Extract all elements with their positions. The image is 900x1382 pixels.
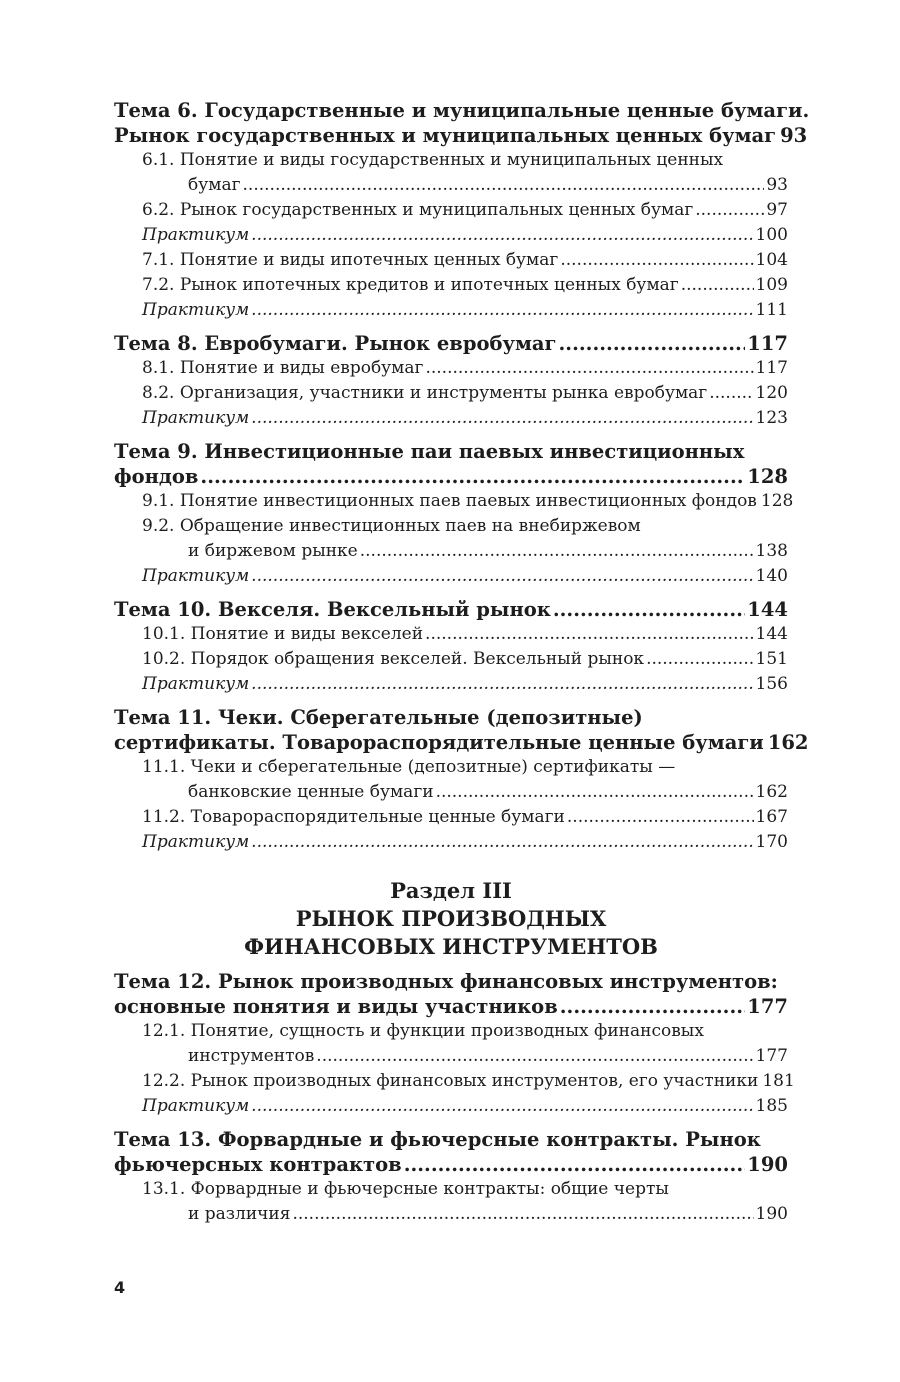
table-of-contents	[114, 98, 810, 1227]
toc-line-text: Рынок государственных и муниципальных ценных бумаг	[114, 124, 777, 147]
toc-line	[142, 381, 788, 406]
toc-line	[142, 406, 788, 431]
toc-page-number: 97	[766, 200, 788, 220]
toc-line-text: основные понятия и виды участников	[114, 995, 558, 1018]
dot-leader	[425, 622, 754, 647]
toc-line	[142, 248, 788, 273]
toc-page-number: 190	[747, 1153, 788, 1176]
section-heading-line: Раздел III	[390, 878, 512, 903]
toc-line	[142, 622, 788, 647]
toc-line-text: Тема 6. Государственные и муниципальные ценные бумаги.	[114, 99, 810, 122]
toc-line	[142, 1202, 788, 1227]
toc-line-text: 9.2. Обращение инвестиционных паев на внебиржевом	[142, 516, 641, 536]
toc-line	[142, 173, 788, 198]
toc-page-number: 151	[755, 649, 788, 669]
toc-line-text: Практикум	[142, 408, 250, 428]
toc-line-text: 7.1. Понятие и виды ипотечных ценных бумаг	[142, 250, 559, 270]
page-number: 4	[114, 1278, 126, 1297]
toc-practicum	[114, 298, 788, 323]
toc-page-number: 162	[767, 731, 809, 754]
toc-line	[142, 539, 788, 564]
toc-entry	[114, 622, 788, 647]
toc-line	[142, 1044, 788, 1069]
toc-page-number: 177	[755, 1046, 788, 1066]
dot-leader	[251, 672, 753, 697]
toc-practicum	[114, 1094, 788, 1119]
toc-line	[114, 597, 788, 622]
dot-leader	[560, 994, 746, 1019]
toc-line	[114, 730, 809, 755]
toc-page-number: 185	[755, 1096, 788, 1116]
toc-line	[142, 1094, 788, 1119]
toc-line-text: фондов	[114, 465, 199, 488]
toc-line-text: 8.1. Понятие и виды евробумаг	[142, 358, 424, 378]
toc-page-number: 120	[755, 383, 788, 403]
toc-entry	[114, 198, 788, 223]
dot-leader	[251, 406, 753, 431]
dot-leader	[567, 805, 754, 830]
toc-entry	[114, 273, 788, 298]
toc-line-text: 13.1. Форвардные и фьючерсные контракты: общие черты	[142, 1179, 669, 1199]
toc-topic	[114, 705, 809, 755]
toc-entry	[114, 381, 788, 406]
toc-line-text: Практикум	[142, 832, 250, 852]
toc-page-number: 140	[755, 566, 788, 586]
toc-page-number: 104	[755, 250, 788, 270]
toc-topic	[114, 969, 788, 1019]
toc-line-text: бумаг	[188, 175, 241, 195]
dot-leader	[200, 464, 745, 489]
dot-leader	[560, 248, 753, 273]
toc-line	[142, 356, 788, 381]
toc-line	[142, 1019, 788, 1044]
toc-line-text: 7.2. Рынок ипотечных кредитов и ипотечных ценных бумаг	[142, 275, 679, 295]
toc-line	[114, 705, 788, 730]
toc-line-text: 9.1. Понятие инвестиционных паев паевых инвестиционных фондов	[142, 491, 757, 511]
toc-line-text: и различия	[188, 1204, 291, 1224]
toc-practicum	[114, 564, 788, 589]
toc-line	[142, 755, 788, 780]
toc-practicum	[114, 830, 788, 855]
toc-page-number: 123	[755, 408, 788, 428]
toc-topic	[114, 1127, 788, 1177]
toc-line-text: Тема 8. Евробумаги. Рынок евробумаг	[114, 332, 557, 355]
toc-line-text: банковские ценные бумаги	[188, 782, 434, 802]
toc-line	[142, 1177, 788, 1202]
toc-entry	[114, 1069, 795, 1094]
toc-line	[114, 464, 788, 489]
toc-line	[114, 123, 808, 148]
toc-line	[142, 273, 788, 298]
section-heading	[114, 877, 788, 961]
toc-line	[142, 1069, 795, 1094]
toc-line	[142, 830, 788, 855]
toc-line	[142, 223, 788, 248]
toc-line-text: 6.2. Рынок государственных и муниципальных ценных бумаг	[142, 200, 694, 220]
toc-page-number: 93	[766, 175, 788, 195]
toc-topic	[114, 98, 810, 148]
toc-page-number: 181	[762, 1071, 795, 1091]
toc-line-text: Тема 9. Инвестиционные паи паевых инвестиционных	[114, 440, 745, 463]
toc-page-number: 100	[755, 225, 788, 245]
toc-page-number: 190	[755, 1204, 788, 1224]
toc-line-text: Тема 12. Рынок производных финансовых инструментов:	[114, 970, 778, 993]
toc-line-text: 6.1. Понятие и виды государственных и муниципальных ценных	[142, 150, 724, 170]
toc-line	[114, 994, 788, 1019]
toc-line	[142, 780, 788, 805]
toc-page-number: 128	[760, 491, 794, 511]
toc-practicum	[114, 223, 788, 248]
toc-practicum	[114, 672, 788, 697]
toc-page-number: 144	[755, 624, 788, 644]
toc-line	[142, 198, 788, 223]
dot-leader	[709, 381, 753, 406]
toc-line-text: и биржевом рынке	[188, 541, 358, 561]
toc-line-text: 12.1. Понятие, сущность и функции производных финансовых	[142, 1021, 704, 1041]
toc-line	[142, 514, 788, 539]
toc-page-number: 109	[755, 275, 788, 295]
toc-line-text: Практикум	[142, 225, 250, 245]
toc-line-text: Практикум	[142, 566, 250, 586]
toc-line-text: 12.2. Рынок производных финансовых инструментов, его участники	[142, 1071, 759, 1091]
dot-leader	[251, 564, 753, 589]
toc-entry	[114, 356, 788, 381]
toc-line	[142, 672, 788, 697]
toc-line-text: Практикум	[142, 1096, 250, 1116]
toc-line	[114, 969, 788, 994]
section-heading-line: РЫНОК ПРОИЗВОДНЫХ	[295, 906, 607, 931]
toc-entry	[114, 248, 788, 273]
dot-leader	[425, 356, 753, 381]
dot-leader	[553, 597, 745, 622]
dot-leader	[251, 830, 753, 855]
toc-line	[114, 439, 788, 464]
toc-line	[142, 805, 788, 830]
toc-line	[114, 331, 788, 356]
toc-line	[142, 148, 788, 173]
toc-page-number: 162	[755, 782, 788, 802]
toc-line-text: Тема 13. Форвардные и фьючерсные контракты. Рынок	[114, 1128, 761, 1151]
toc-page-number: 138	[755, 541, 788, 561]
dot-leader	[436, 780, 754, 805]
toc-line	[142, 489, 794, 514]
toc-topic	[114, 597, 788, 622]
toc-line-text: Тема 11. Чеки. Сберегательные (депозитные)	[114, 706, 643, 729]
dot-leader	[243, 173, 765, 198]
dot-leader	[559, 331, 746, 356]
toc-page-number: 177	[747, 995, 788, 1018]
toc-entry	[114, 1177, 788, 1227]
toc-line-text: сертификаты. Товарораспорядительные ценные бумаги	[114, 731, 764, 754]
dot-leader	[251, 1094, 753, 1119]
toc-entry	[114, 148, 788, 198]
toc-entry	[114, 755, 788, 805]
toc-page-number: 156	[755, 674, 788, 694]
toc-page-number: 93	[780, 124, 808, 147]
toc-line	[142, 298, 788, 323]
dot-leader	[681, 273, 754, 298]
section-heading-line: ФИНАНСОВЫХ ИНСТРУМЕНТОВ	[244, 934, 658, 959]
toc-line-text: 8.2. Организация, участники и инструменты рынка евробумаг	[142, 383, 708, 403]
toc-page-number: 117	[755, 358, 788, 378]
toc-line	[142, 647, 788, 672]
toc-line-text: Практикум	[142, 300, 250, 320]
toc-page-number: 170	[755, 832, 788, 852]
toc-line	[114, 1127, 788, 1152]
dot-leader	[251, 298, 753, 323]
dot-leader	[695, 198, 764, 223]
toc-entry	[114, 514, 788, 564]
toc-line	[142, 564, 788, 589]
toc-page-number: 111	[755, 300, 788, 320]
toc-entry	[114, 805, 788, 830]
toc-page-number: 117	[747, 332, 788, 355]
toc-line-text: Тема 10. Векселя. Вексельный рынок	[114, 598, 551, 621]
toc-page-number: 144	[747, 598, 788, 621]
toc-line-text: инструментов	[188, 1046, 315, 1066]
toc-practicum	[114, 406, 788, 431]
dot-leader	[251, 223, 753, 248]
toc-topic	[114, 439, 788, 489]
toc-line	[114, 1152, 788, 1177]
toc-line-text: Практикум	[142, 674, 250, 694]
toc-line-text: 11.1. Чеки и сберегательные (депозитные) сертификаты —	[142, 757, 676, 777]
dot-leader	[646, 647, 753, 672]
dot-leader	[404, 1152, 746, 1177]
toc-entry	[114, 489, 794, 514]
toc-line-text: фьючерсных контрактов	[114, 1153, 402, 1176]
toc-line-text: 10.1. Понятие и виды векселей	[142, 624, 424, 644]
toc-line	[114, 98, 810, 123]
dot-leader	[360, 539, 754, 564]
dot-leader	[292, 1202, 753, 1227]
toc-entry	[114, 1019, 788, 1069]
toc-entry	[114, 647, 788, 672]
toc-line-text: 11.2. Товарораспорядительные ценные бумаги	[142, 807, 565, 827]
toc-page-number: 128	[747, 465, 788, 488]
toc-topic	[114, 331, 788, 356]
toc-line-text: 10.2. Порядок обращения векселей. Вексельный рынок	[142, 649, 645, 669]
toc-page-number: 167	[755, 807, 788, 827]
dot-leader	[316, 1044, 753, 1069]
